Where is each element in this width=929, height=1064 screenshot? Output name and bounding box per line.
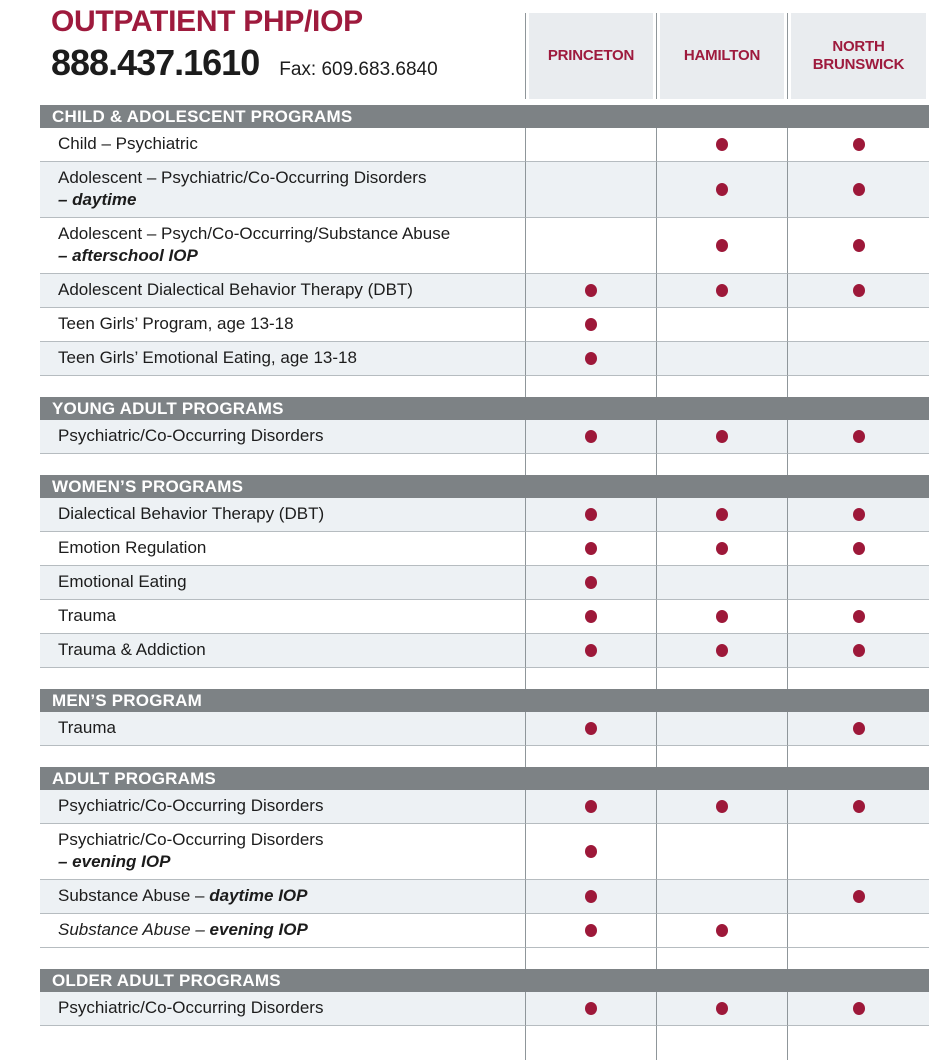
availability-cell-princeton — [525, 914, 656, 948]
availability-cell-hamilton — [656, 712, 787, 746]
availability-dot — [853, 508, 865, 521]
availability-cell-princeton — [525, 308, 656, 342]
availability-cell-north-brunswick — [787, 308, 929, 342]
availability-cell-princeton — [525, 162, 656, 218]
page-title: OUTPATIENT PHP/IOP — [51, 5, 363, 38]
program-label-cell — [40, 712, 525, 746]
availability-dot — [853, 542, 865, 555]
section-gap — [40, 376, 525, 397]
availability-dot — [716, 644, 728, 657]
availability-dot — [853, 722, 865, 735]
availability-dot — [585, 352, 597, 365]
program-label-cell — [40, 420, 525, 454]
availability-dot — [853, 890, 865, 903]
section-gap-hamilton — [656, 376, 787, 397]
program-label: – evening IOP — [58, 852, 171, 871]
program-label-cell — [40, 162, 525, 218]
availability-cell-north-brunswick — [787, 566, 929, 600]
program-label: Dialectical Behavior Therapy (DBT) — [58, 504, 325, 523]
column-header-hamilton — [656, 13, 787, 99]
program-availability-table — [40, 105, 929, 1060]
section-gap-north-brunswick — [787, 948, 929, 969]
availability-dot — [585, 890, 597, 903]
section-title: OLDER ADULT PROGRAMS — [52, 970, 281, 990]
availability-dot — [585, 576, 597, 589]
availability-cell-hamilton — [656, 128, 787, 162]
page-header — [40, 0, 929, 105]
availability-cell-princeton — [525, 634, 656, 668]
availability-cell-north-brunswick — [787, 600, 929, 634]
section-header — [40, 767, 929, 790]
availability-cell-north-brunswick — [787, 420, 929, 454]
program-label: Psychiatric/Co-Occurring Disorders — [58, 796, 324, 815]
program-label-cell — [40, 790, 525, 824]
availability-cell-princeton — [525, 824, 656, 880]
section-header — [40, 689, 929, 712]
program-label-cell — [40, 274, 525, 308]
program-label: Trauma — [58, 718, 116, 737]
section-gap-hamilton — [656, 746, 787, 767]
availability-cell-princeton — [525, 880, 656, 914]
section-gap-princeton — [525, 746, 656, 767]
program-label: Substance Abuse – — [58, 886, 210, 905]
availability-dot — [853, 183, 865, 196]
availability-dot — [716, 430, 728, 443]
program-label: Emotional Eating — [58, 572, 187, 591]
availability-cell-princeton — [525, 790, 656, 824]
availability-cell-north-brunswick — [787, 532, 929, 566]
program-label-cell — [40, 128, 525, 162]
availability-cell-hamilton — [656, 274, 787, 308]
program-label: Adolescent – Psych/Co-Occurring/Substance Abuse — [58, 224, 451, 243]
program-label: – afterschool IOP — [58, 246, 198, 265]
availability-dot — [853, 644, 865, 657]
program-label-cell — [40, 634, 525, 668]
availability-cell-north-brunswick — [787, 162, 929, 218]
section-gap — [40, 454, 525, 475]
program-label-cell — [40, 308, 525, 342]
availability-cell-hamilton — [656, 566, 787, 600]
availability-dot — [853, 800, 865, 813]
availability-dot — [716, 138, 728, 151]
program-label: Substance Abuse – — [58, 920, 210, 939]
availability-cell-hamilton — [656, 420, 787, 454]
availability-dot — [716, 1002, 728, 1015]
program-label-cell — [40, 566, 525, 600]
availability-cell-north-brunswick — [787, 914, 929, 948]
availability-cell-hamilton — [656, 162, 787, 218]
availability-cell-north-brunswick — [787, 992, 929, 1026]
section-title: CHILD & ADOLESCENT PROGRAMS — [52, 106, 353, 126]
section-gap-hamilton — [656, 948, 787, 969]
section-gap-princeton — [525, 376, 656, 397]
program-label-cell — [40, 532, 525, 566]
availability-dot — [585, 924, 597, 937]
program-label-cell — [40, 218, 525, 274]
column-header-label: HAMILTON — [660, 13, 784, 99]
availability-cell-princeton — [525, 532, 656, 566]
availability-cell-princeton — [525, 992, 656, 1026]
program-label: Psychiatric/Co-Occurring Disorders — [58, 998, 324, 1017]
program-label-cell — [40, 342, 525, 376]
availability-cell-north-brunswick — [787, 824, 929, 880]
section-gap-princeton — [525, 454, 656, 475]
program-label: Psychiatric/Co-Occurring Disorders — [58, 830, 324, 849]
column-header-label: PRINCETON — [529, 13, 653, 99]
section-gap-north-brunswick — [787, 454, 929, 475]
availability-cell-princeton — [525, 712, 656, 746]
availability-cell-north-brunswick — [787, 274, 929, 308]
availability-dot — [585, 845, 597, 858]
section-gap-hamilton — [656, 454, 787, 475]
section-gap — [40, 668, 525, 689]
availability-cell-hamilton — [656, 498, 787, 532]
section-gap — [40, 948, 525, 969]
section-title: MEN’S PROGRAM — [52, 690, 202, 710]
availability-dot — [585, 644, 597, 657]
availability-cell-north-brunswick — [787, 634, 929, 668]
availability-cell-hamilton — [656, 218, 787, 274]
fax-number: Fax: 609.683.6840 — [279, 59, 438, 80]
program-label: Psychiatric/Co-Occurring Disorders — [58, 426, 324, 445]
availability-dot — [853, 138, 865, 151]
availability-dot — [853, 430, 865, 443]
availability-cell-princeton — [525, 566, 656, 600]
availability-cell-north-brunswick — [787, 712, 929, 746]
section-gap-north-brunswick — [787, 1026, 929, 1060]
availability-cell-princeton — [525, 128, 656, 162]
availability-cell-princeton — [525, 218, 656, 274]
availability-dot — [853, 1002, 865, 1015]
section-gap-north-brunswick — [787, 746, 929, 767]
program-label: – daytime — [58, 190, 137, 209]
section-gap-hamilton — [656, 1026, 787, 1060]
availability-dot — [585, 1002, 597, 1015]
section-gap — [40, 1026, 525, 1060]
title-block — [51, 4, 521, 83]
availability-cell-north-brunswick — [787, 342, 929, 376]
availability-dot — [585, 508, 597, 521]
section-gap-princeton — [525, 1026, 656, 1060]
availability-dot — [716, 508, 728, 521]
section-title: ADULT PROGRAMS — [52, 768, 216, 788]
availability-cell-hamilton — [656, 600, 787, 634]
availability-dot — [716, 183, 728, 196]
program-label-cell — [40, 880, 525, 914]
availability-dot — [716, 542, 728, 555]
availability-cell-north-brunswick — [787, 128, 929, 162]
column-header-north-brunswick — [787, 13, 929, 99]
availability-dot — [716, 284, 728, 297]
program-label-cell — [40, 992, 525, 1026]
availability-cell-north-brunswick — [787, 790, 929, 824]
section-title: WOMEN’S PROGRAMS — [52, 476, 244, 496]
availability-dot — [716, 610, 728, 623]
availability-cell-princeton — [525, 342, 656, 376]
availability-dot — [853, 284, 865, 297]
availability-cell-hamilton — [656, 992, 787, 1026]
availability-cell-hamilton — [656, 634, 787, 668]
availability-cell-hamilton — [656, 342, 787, 376]
availability-dot — [585, 284, 597, 297]
program-label-cell — [40, 824, 525, 880]
program-label: evening IOP — [209, 920, 308, 939]
availability-cell-princeton — [525, 420, 656, 454]
availability-dot — [716, 239, 728, 252]
availability-cell-hamilton — [656, 880, 787, 914]
section-header — [40, 105, 929, 128]
availability-dot — [853, 610, 865, 623]
availability-dot — [585, 722, 597, 735]
section-title: YOUNG ADULT PROGRAMS — [52, 398, 284, 418]
section-gap — [40, 746, 525, 767]
availability-cell-hamilton — [656, 790, 787, 824]
program-label: daytime IOP — [209, 886, 308, 905]
program-label-cell — [40, 600, 525, 634]
program-label: Adolescent Dialectical Behavior Therapy (DBT) — [58, 280, 413, 299]
availability-dot — [853, 239, 865, 252]
program-label: Trauma & Addiction — [58, 640, 206, 659]
availability-cell-princeton — [525, 600, 656, 634]
section-header — [40, 397, 929, 420]
availability-dot — [585, 318, 597, 331]
program-label: Teen Girls’ Emotional Eating, age 13-18 — [58, 348, 357, 367]
section-gap-princeton — [525, 948, 656, 969]
section-header — [40, 969, 929, 992]
program-label-cell — [40, 914, 525, 948]
section-gap-hamilton — [656, 668, 787, 689]
program-label-cell — [40, 498, 525, 532]
phone-number: 888.437.1610 — [51, 42, 260, 83]
section-gap-north-brunswick — [787, 668, 929, 689]
availability-cell-north-brunswick — [787, 218, 929, 274]
availability-dot — [716, 800, 728, 813]
program-label: Teen Girls’ Program, age 13-18 — [58, 314, 294, 333]
availability-cell-hamilton — [656, 532, 787, 566]
availability-dot — [716, 924, 728, 937]
availability-dot — [585, 800, 597, 813]
section-header — [40, 475, 929, 498]
availability-dot — [585, 610, 597, 623]
availability-cell-princeton — [525, 274, 656, 308]
availability-cell-hamilton — [656, 914, 787, 948]
availability-cell-hamilton — [656, 308, 787, 342]
section-gap-princeton — [525, 668, 656, 689]
availability-cell-hamilton — [656, 824, 787, 880]
section-gap-north-brunswick — [787, 376, 929, 397]
availability-dot — [585, 430, 597, 443]
program-label: Trauma — [58, 606, 116, 625]
program-label: Emotion Regulation — [58, 538, 207, 557]
availability-cell-north-brunswick — [787, 880, 929, 914]
contact-row — [51, 43, 521, 83]
availability-cell-north-brunswick — [787, 498, 929, 532]
column-header-label: NORTH BRUNSWICK — [791, 13, 926, 99]
availability-cell-princeton — [525, 498, 656, 532]
column-header-princeton — [525, 13, 656, 99]
availability-dot — [585, 542, 597, 555]
program-label: Child – Psychiatric — [58, 134, 198, 153]
program-label: Adolescent – Psychiatric/Co-Occurring Disorders — [58, 168, 427, 187]
